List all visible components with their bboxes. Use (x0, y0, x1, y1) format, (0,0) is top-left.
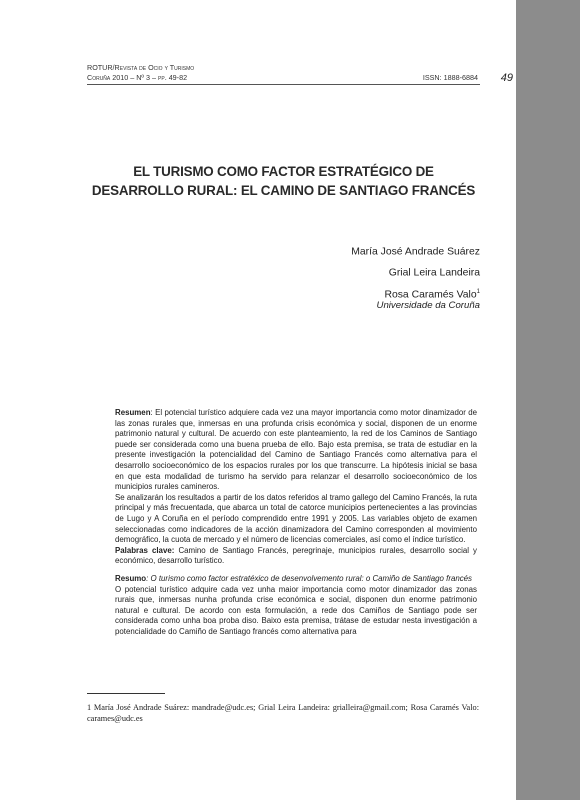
footnote-marker: 1 (476, 288, 480, 295)
abstract-es-continued: Se analizarán los resultados a partir de los datos referidos al tramo gallego del Camino Francés, la ruta principal y más frecuentada, que abarca un total de catorce municipios pertenecientes a las provincias de Lugo y A Coruña en el período comprendido entre 1991 y 2005. Las variables objeto de examen seleccionadas como indicadores de la acción dinamizadora del Camino corresponden al movimiento demográfico, la cuota de mercado y el número de licencias comerciales, así como el índice turístico. (115, 492, 477, 545)
keywords: Palabras clave: Camino de Santiago Francés, peregrinaje, municipios rurales, desarrollo social y económico, desarrollo turístico. (115, 545, 477, 566)
keywords-label: Palabras clave: (115, 545, 175, 555)
page-number: 49 (500, 72, 513, 84)
title-line-1: EL TURISMO COMO FACTOR ESTRATÉGICO DE (133, 164, 434, 179)
header-rule (87, 84, 480, 85)
issn: ISSN: 1888-6884 (422, 73, 478, 82)
title-line-2: DESARROLLO RURAL: EL CAMINO DE SANTIAGO FRANCÉS (91, 183, 476, 198)
author: María José Andrade Suárez (351, 246, 480, 258)
issue-info: Coruña 2010 – Nº 3 – pp. 49-82 (87, 73, 188, 82)
resumo-label: Resumo (115, 573, 147, 583)
footnote-rule (87, 693, 165, 694)
journal-name: ROTUR/Revista de Ocio y Turismo (87, 63, 195, 72)
affiliation: Universidade da Coruña (376, 300, 480, 311)
paper-title (87, 162, 480, 200)
footnote-text: María José Andrade Suárez: mandrade@udc.es; Grial Leira Landeira: grialleira@gmail.com; Rosa Caramés Valo: carames@udc.es (87, 703, 479, 723)
abstract-label: Resumen (115, 408, 151, 417)
abstract-gl: O potencial turístico adquire cada vez unha maior importancia como motor dinamizador das zonas rurais que, inmersas nunha profunda crise económica e social, disponen dun enorme patrimonio natural e cultural. De acordo con esta formulación, a rede dos Camiños de Santiago pode ser considerada como unha boa proba diso. Baixo esta premisa, trátase de estudar nesta investigación a potencialidade do Camiño de Santiago francés como alternativa para (115, 584, 477, 636)
author: Grial Leira Landeira (388, 267, 480, 279)
abstract-gl-title: Resumo: O turismo como factor estratéxico de desenvolvemento rural: o Camiño de Santiago francés (115, 573, 473, 583)
side-margin-bar (516, 0, 580, 800)
abstract-es: Resumen: El potencial turístico adquiere cada vez una mayor importancia como motor dinamizador de las zonas rurales que, inmersas en una profunda crisis económica y social, disponen de un enorme patrimonio natural y cultural. De acuerdo con este planteamiento, la red de los Caminos de Santiago puede ser considerada como una buena prueba de ello. Bajo esta premisa, se trata de estudiar en la presente investigación la potencialidad del Camino de Santiago Francés como alternativa para el desarrollo socioeconómico de los espacios rurales por los que transcurre. La hipótesis inicial se basa en que esta modalidad de turismo ha servido para relanzar el desarrollo socioeconómico de los municipios rurales camineros. (115, 408, 477, 492)
footnote: 1 María José Andrade Suárez: mandrade@udc.es; Grial Leira Landeira: grialleira@gmail.com; Rosa Caramés Valo: carames@udc.es (87, 703, 479, 723)
author: Rosa Caramés Valo$^1$ (384, 288, 480, 301)
author-list (351, 240, 480, 304)
running-header (87, 63, 480, 83)
abstract-block (115, 408, 477, 637)
